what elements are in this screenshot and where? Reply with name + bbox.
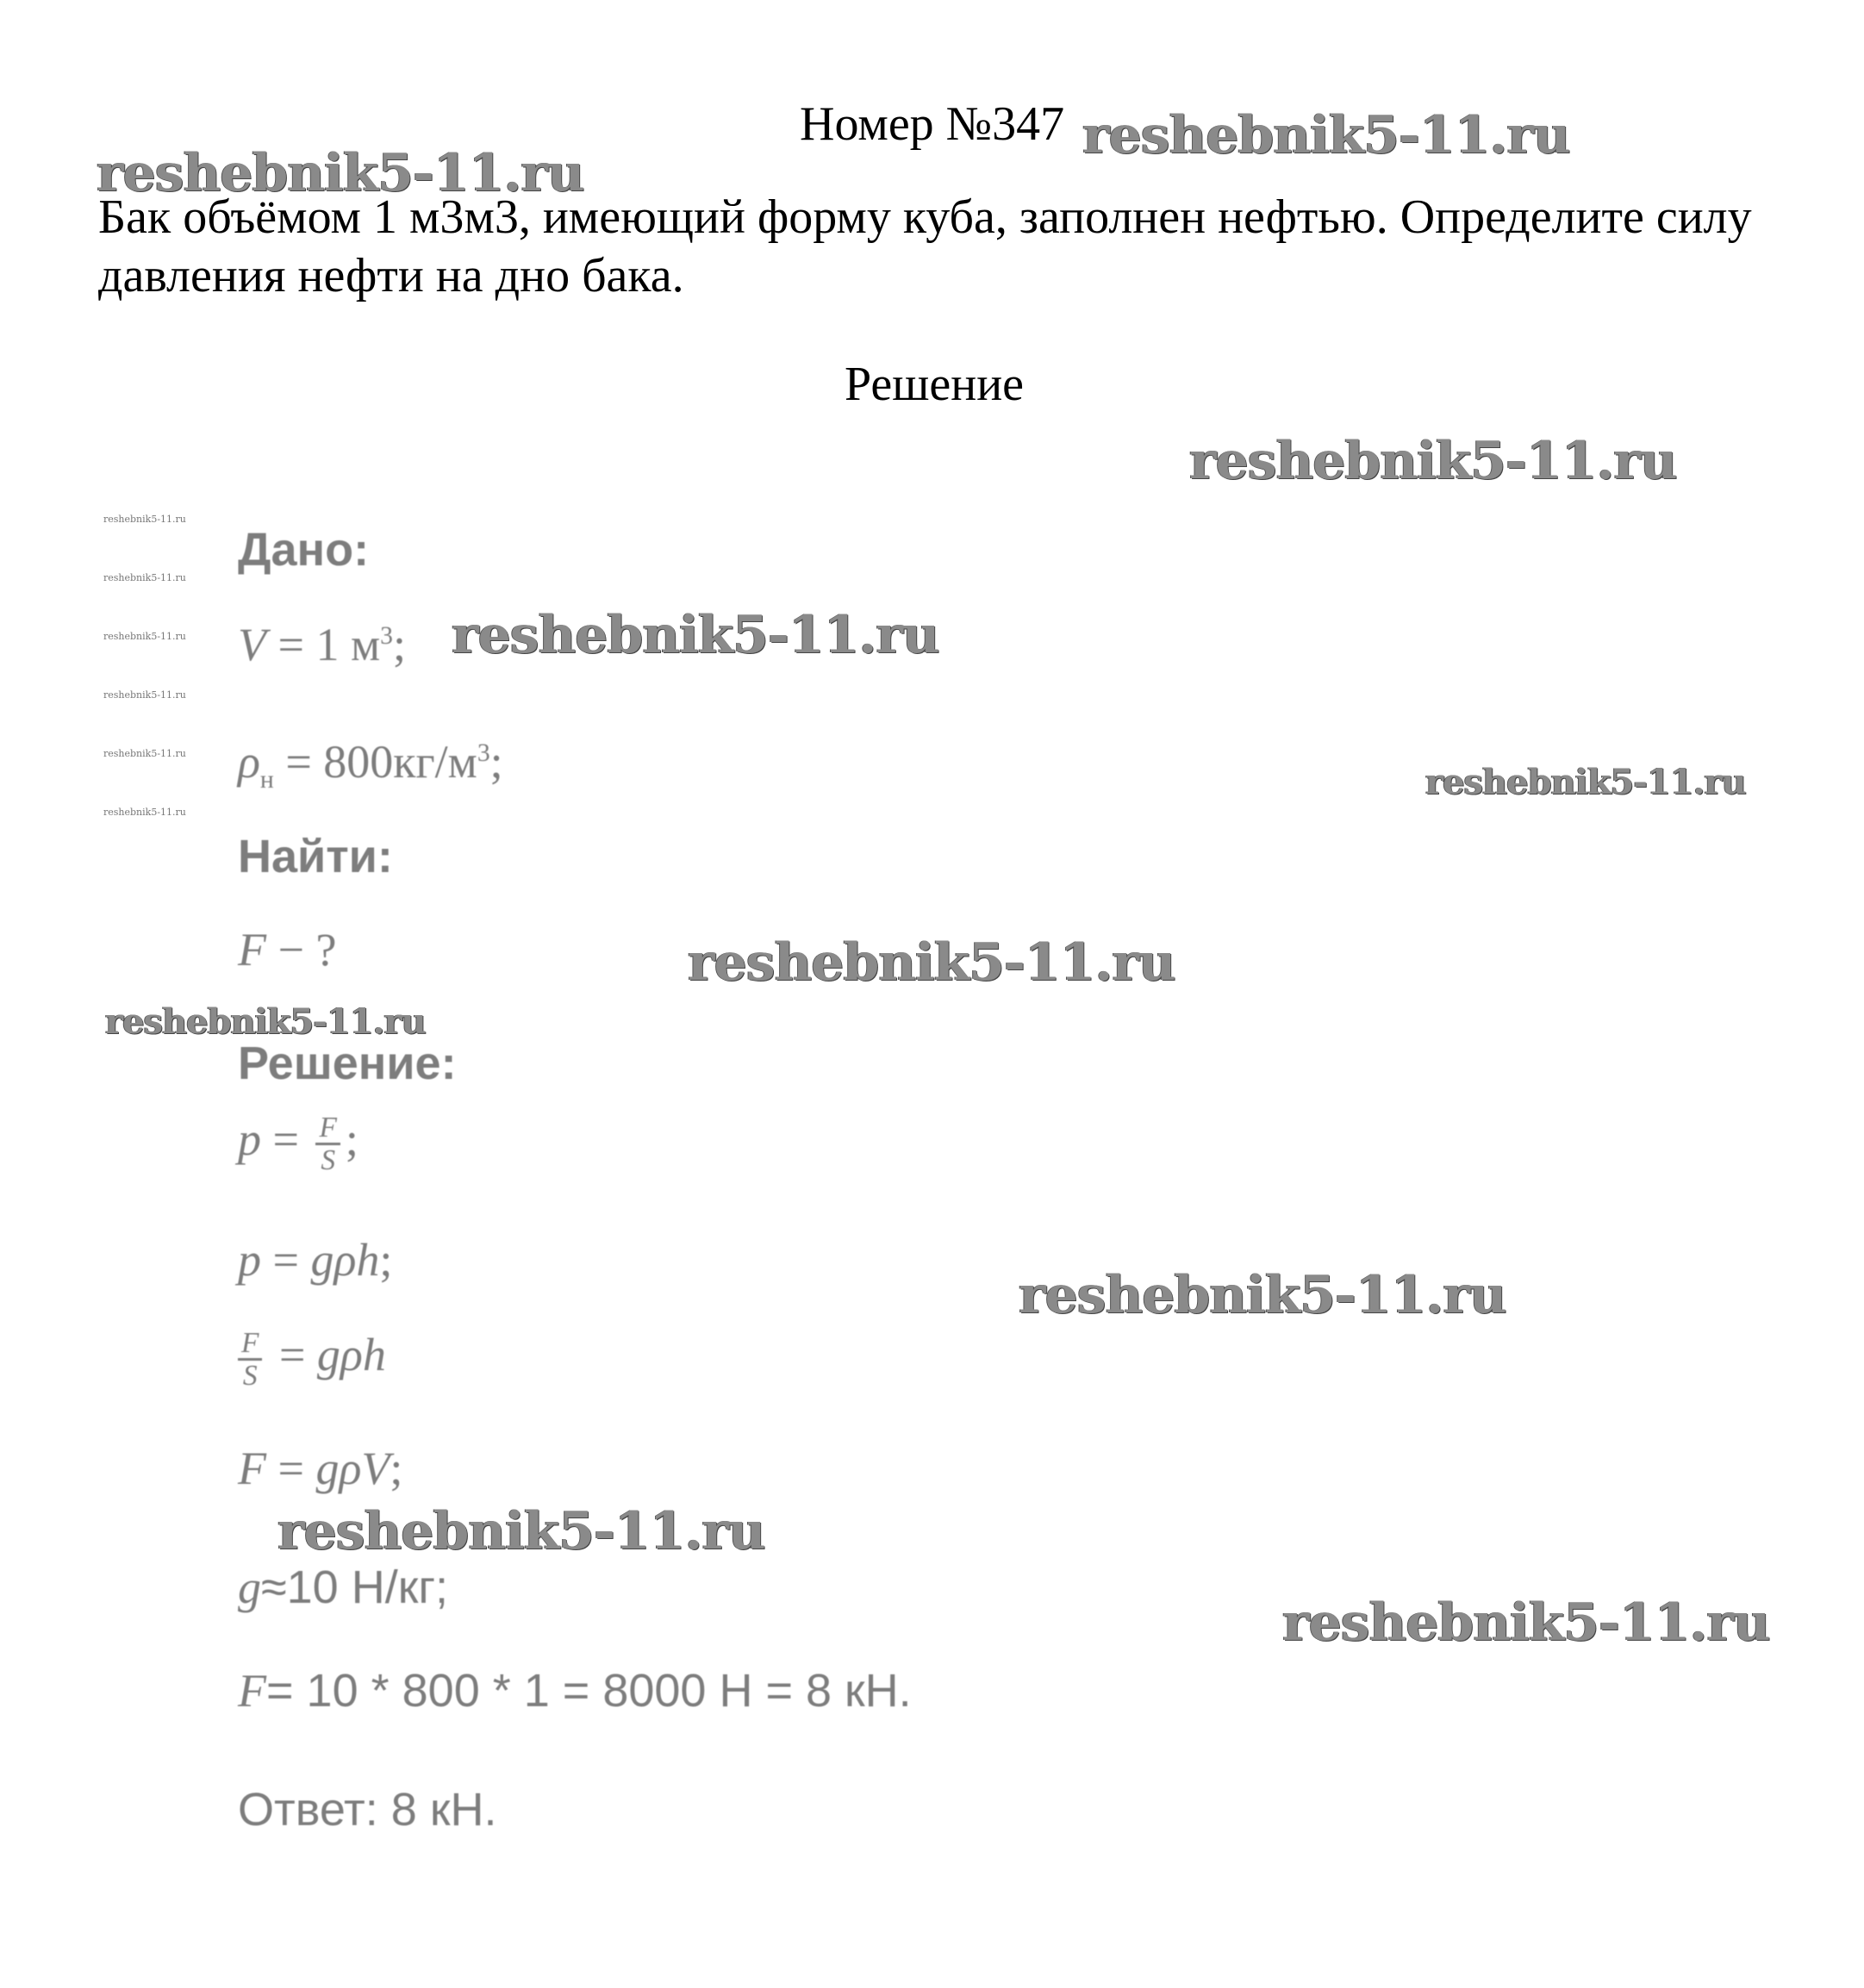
watermark: reshebnik5-11.ru xyxy=(688,932,1175,993)
given-label: Дано: xyxy=(238,524,370,576)
formula-equality: $\frac{F}{S}$ = gρh xyxy=(238,1327,386,1391)
formula-pressure-definition: p = $\frac{F}{S}$ ; xyxy=(238,1111,358,1177)
solution-heading: Решение xyxy=(845,358,1025,411)
watermark: reshebnik5-11.ru xyxy=(1082,105,1570,165)
watermark: reshebnik5-11.ru xyxy=(1282,1592,1770,1653)
watermark-small: reshebnik5-11.ru xyxy=(103,689,186,701)
formula-hydrostatic-pressure: p = gρh; xyxy=(238,1234,393,1286)
find-label: Найти: xyxy=(238,831,393,882)
watermark: reshebnik5-11.ru xyxy=(452,605,939,665)
formula-find-force: F − ? xyxy=(238,924,337,975)
watermark-small: reshebnik5-11.ru xyxy=(103,631,186,642)
answer-text: Ответ: 8 кН. xyxy=(238,1784,497,1835)
watermark-small: reshebnik5-11.ru xyxy=(103,514,186,525)
formula-density: $\rho_н = 800кг/м^3$; xyxy=(238,736,503,794)
formula-force: F = gρV; xyxy=(238,1443,403,1494)
watermark: reshebnik5-11.ru xyxy=(1425,762,1746,802)
watermark-small: reshebnik5-11.ru xyxy=(103,748,186,759)
watermark-small: reshebnik5-11.ru xyxy=(103,807,186,818)
watermark-small: reshebnik5-11.ru xyxy=(103,572,186,583)
watermark: reshebnik5-11.ru xyxy=(1189,431,1677,491)
watermark: reshebnik5-11.ru xyxy=(97,143,584,203)
watermark: reshebnik5-11.ru xyxy=(1019,1265,1506,1325)
task-text: Бак объёмом 1 м3м3, имеющий форму куба, заполнен нефтью. Определите силу давления нефти на дно бака. xyxy=(98,190,1752,302)
formula-volume: V = 1 $м^3$; xyxy=(238,619,406,670)
formula-calculation: F= 10 * 800 * 1 = 8000 Н = 8 кН. xyxy=(238,1665,912,1717)
watermark: reshebnik5-11.ru xyxy=(105,1001,426,1042)
page-title: Номер №347 xyxy=(800,97,1065,151)
formula-gravity: g≈10 Н/кг; xyxy=(238,1561,449,1613)
solution-label: Решение: xyxy=(238,1038,457,1089)
watermark: reshebnik5-11.ru xyxy=(277,1501,765,1561)
